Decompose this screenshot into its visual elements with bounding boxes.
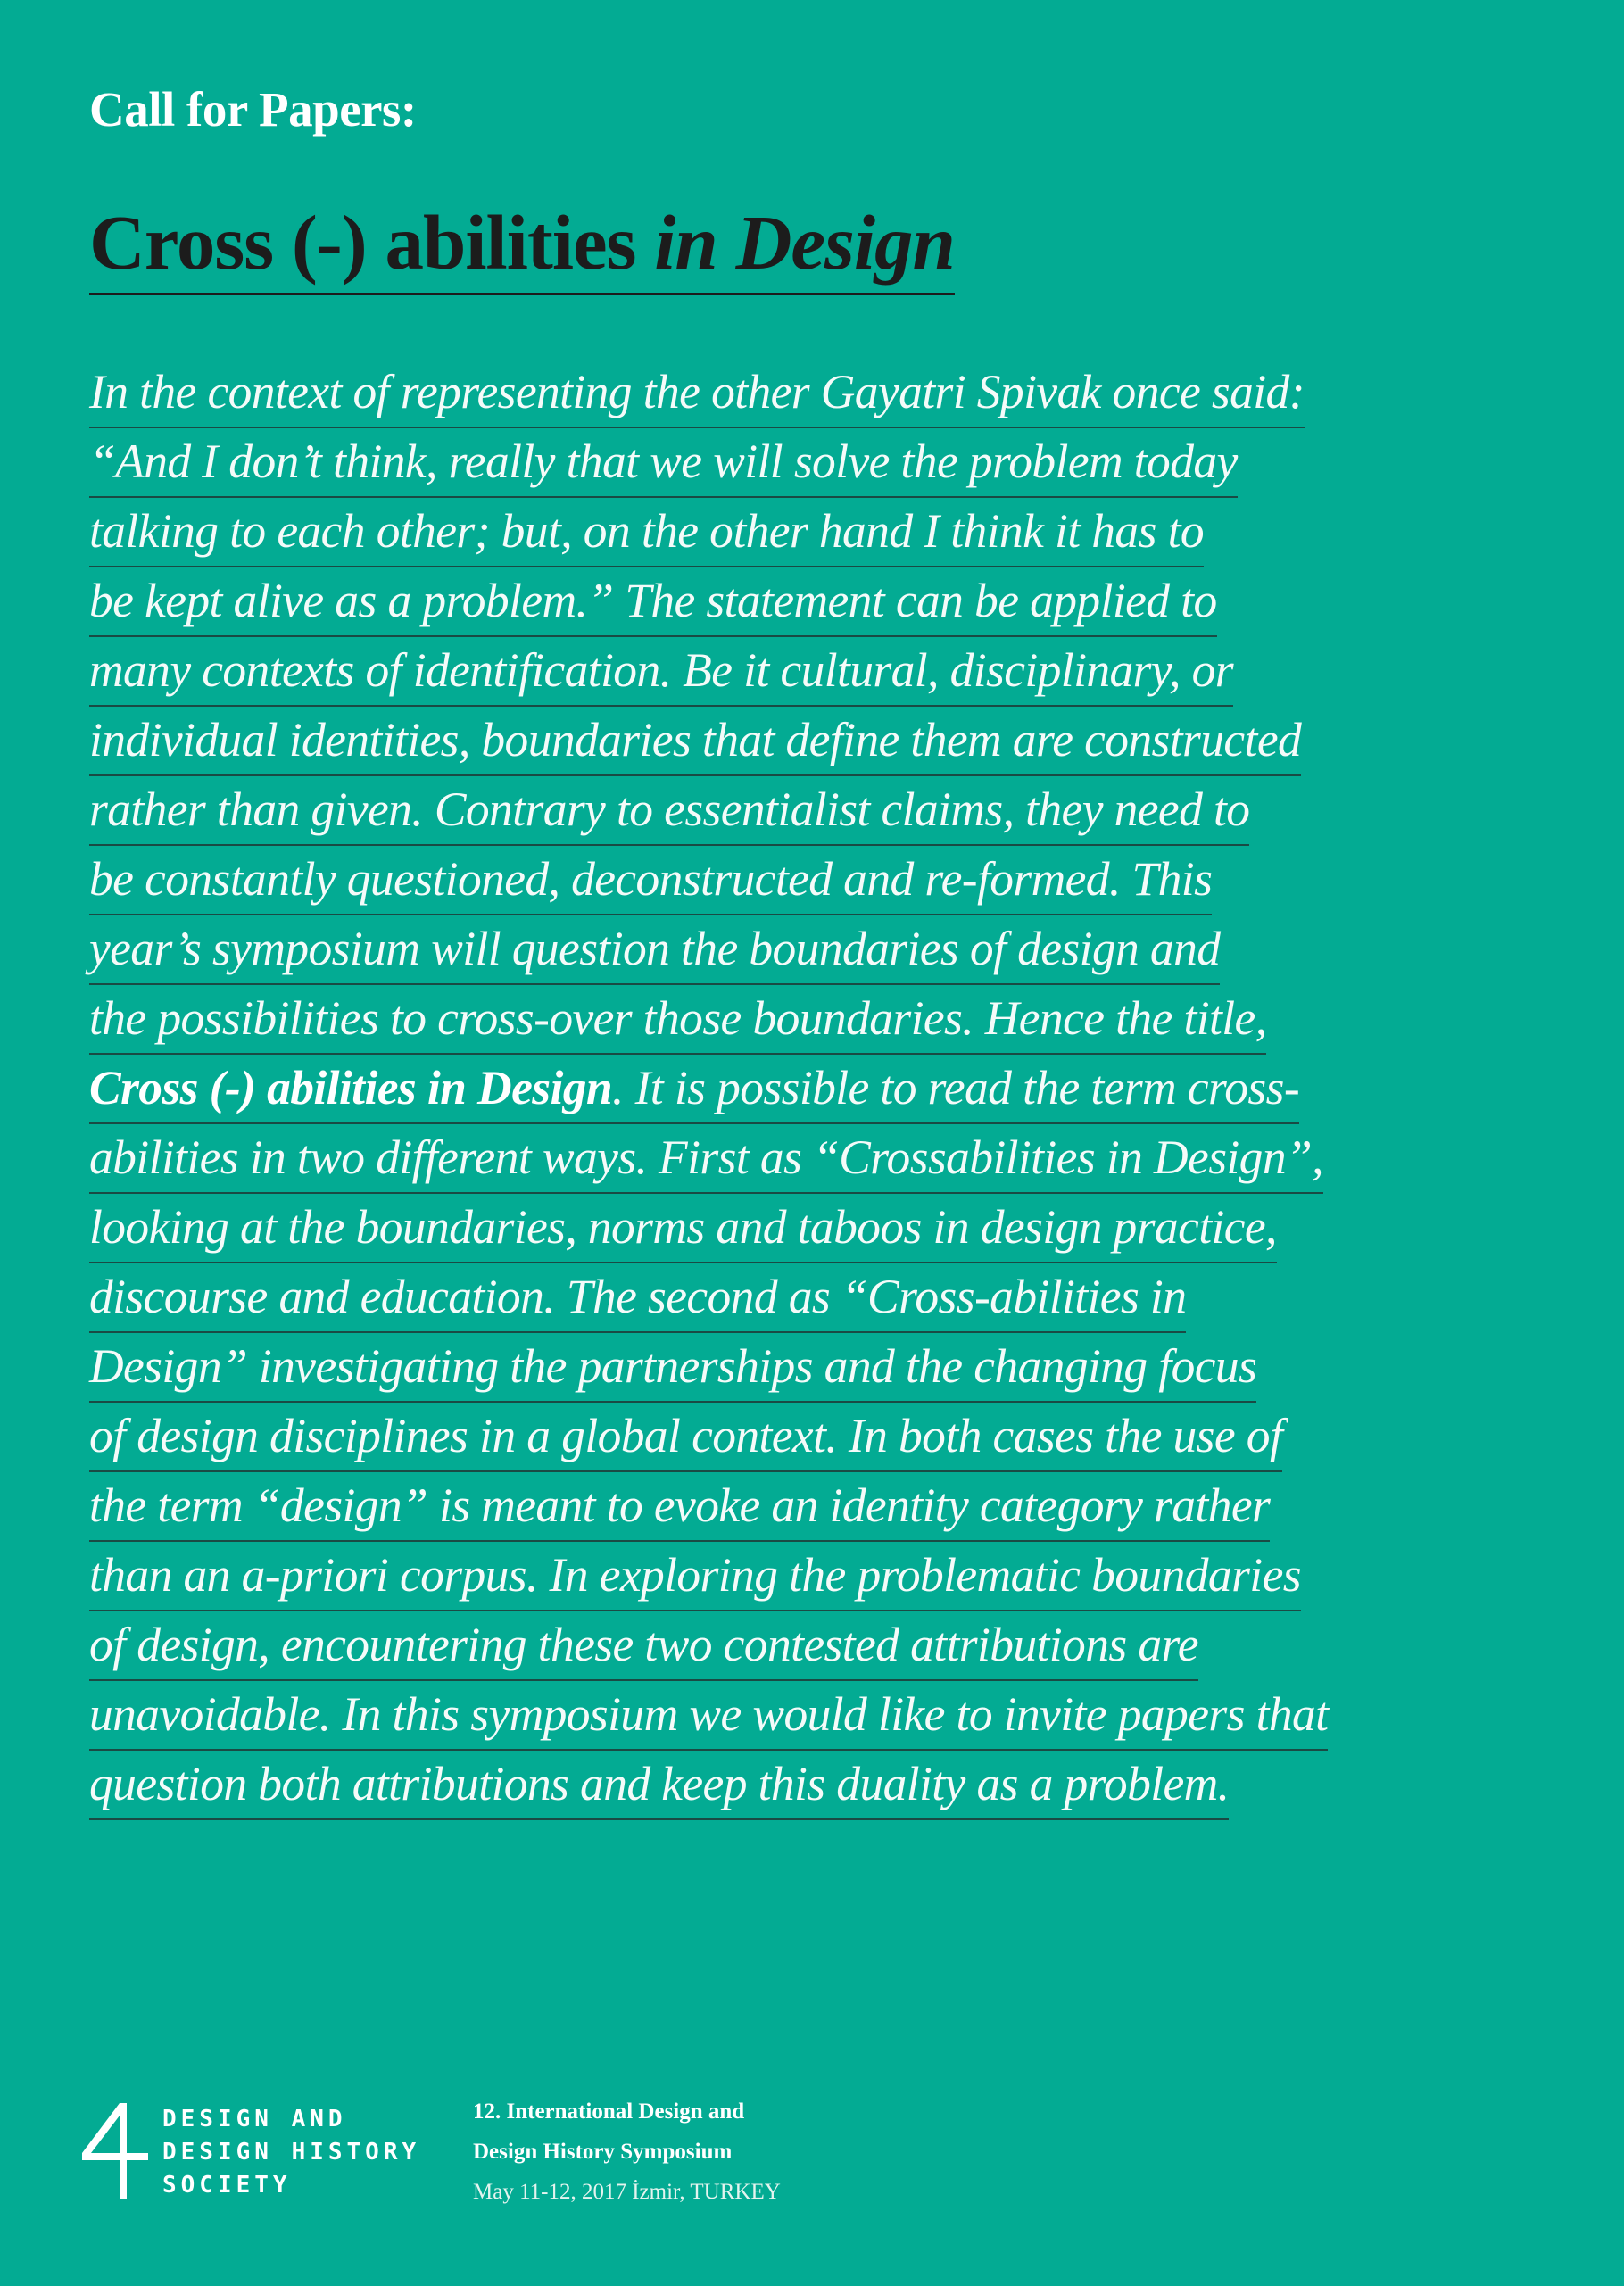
body-line — [89, 359, 1305, 428]
event-title-line-1: 12. International Design and — [473, 2100, 745, 2124]
body-line-text: year’s symposium will question the boundaries of design and — [89, 922, 1221, 975]
body-line — [89, 428, 1238, 498]
body-line-text: many contexts of identification. Be it cultural, disciplinary, or — [89, 643, 1233, 697]
society-line-2: DESIGN HISTORY — [162, 2139, 421, 2166]
body-line-text: . It is possible to read the term cross- — [612, 1061, 1300, 1114]
body-line — [89, 846, 1212, 915]
body-line-text: of design, encountering these two contested attributions are — [89, 1618, 1198, 1671]
body-line-text: of design disciplines in a global context. In both cases the use of — [89, 1409, 1283, 1462]
society-line-1: DESIGN AND — [162, 2106, 347, 2133]
body-line-text: rather than given. Contrary to essentialist claims, they need to — [89, 783, 1250, 836]
call-for-papers-label: Call for Papers: — [89, 82, 417, 137]
body-line — [89, 567, 1217, 637]
event-title-line-2: Design History Symposium — [473, 2140, 733, 2164]
body-line — [89, 1124, 1323, 1194]
body-line — [89, 915, 1220, 985]
body-line-text: be constantly questioned, deconstructed and re-formed. This — [89, 852, 1213, 906]
body-line-text: abilities in two different ways. First as “Crossabilities in Design”, — [89, 1131, 1323, 1184]
society-wordmark — [162, 2103, 420, 2202]
body-line — [89, 1542, 1301, 1611]
body-line-text: discourse and education. The second as “Cross-abilities in — [89, 1270, 1187, 1323]
body-line — [89, 985, 1266, 1055]
body-line — [89, 1681, 1328, 1751]
body-line — [89, 498, 1204, 567]
body-line-text: talking to each other; but, on the other hand I think it has to — [89, 504, 1204, 558]
body-line — [89, 1263, 1186, 1333]
body-line — [89, 1403, 1282, 1472]
event-date: May 11-12, 2017 İzmir, TURKEY — [473, 2180, 781, 2204]
body-line — [89, 1472, 1270, 1542]
body-line-text: question both attributions and keep this duality as a problem. — [89, 1757, 1230, 1810]
body-line-text: “And I don’t think, really that we will solve the problem today — [89, 435, 1238, 488]
body-line — [89, 1611, 1198, 1681]
title-italic: in Design — [654, 199, 955, 286]
body-line — [89, 1751, 1229, 1820]
body-line-text: the possibilities to cross-over those boundaries. Hence the title, — [89, 991, 1267, 1045]
body-line — [89, 1055, 1299, 1124]
body-line — [89, 1194, 1277, 1263]
body-line-text: than an a-priori corpus. In exploring the problematic boundaries — [89, 1548, 1301, 1602]
event-info — [473, 2091, 781, 2212]
body-line — [89, 707, 1301, 776]
body-line-text: individual identities, boundaries that define them are constructed — [89, 713, 1302, 766]
page-title — [89, 198, 955, 295]
body-line — [89, 1333, 1256, 1403]
body-line-text: unavoidable. In this symposium we would like to invite papers that — [89, 1687, 1329, 1741]
body-line-text: In the context of representing the other Gayatri Spivak once said: — [89, 365, 1305, 418]
numeral-4-logo-icon — [79, 2101, 150, 2201]
body-line-text: the term “design” is meant to evoke an identity category rather — [89, 1478, 1271, 1532]
body-line-text: be kept alive as a problem.” The statement can be applied to — [89, 574, 1217, 627]
title-main: Cross (-) abilities — [89, 199, 655, 286]
body-line — [89, 637, 1233, 707]
body-text — [89, 359, 1517, 1820]
society-line-3: SOCIETY — [162, 2172, 292, 2199]
body-line-text: looking at the boundaries, norms and taboos in design practice, — [89, 1200, 1277, 1254]
body-line — [89, 776, 1249, 846]
emphasized-title: Cross (-) abilities in Design — [89, 1061, 613, 1114]
body-line-text: Design” investigating the partnerships and the changing focus — [89, 1339, 1257, 1393]
